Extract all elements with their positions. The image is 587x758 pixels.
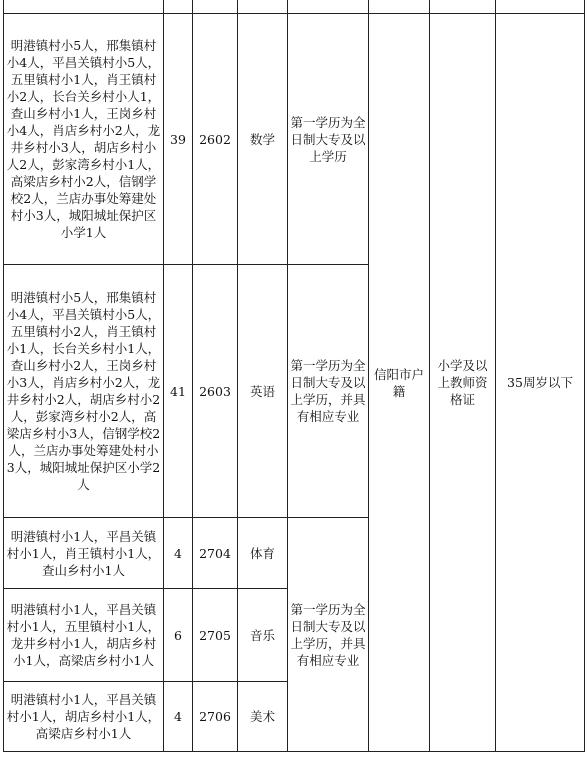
table-row <box>4 14 585 265</box>
code-cell: 2704 <box>193 518 238 589</box>
household-cell: 信阳市户籍 <box>369 14 430 752</box>
subject-cell: 数学 <box>238 14 288 265</box>
code-cell: 2603 <box>193 265 238 518</box>
age-cell: 35周岁以下 <box>496 14 585 752</box>
education-cell: 第一学历为全日制大专及以上学历，并具有相应专业 <box>288 518 369 752</box>
certificate-cell: 小学及以上教师资格证 <box>430 14 496 752</box>
count-cell: 39 <box>164 14 193 265</box>
subject-cell: 英语 <box>238 265 288 518</box>
count-cell: 6 <box>164 589 193 682</box>
location-cell: 明港镇村小5人，邢集镇村小4人，平昌关镇村小5人，五里镇村小1人，肖王镇村小2人，长台关乡村小人1，查山乡村小1人，王岗乡村小4人，肖店乡村小2人，龙井乡村小3人，胡店乡村小人2人，彭家湾乡村小1人，高梁店乡村小2人，信钢学校2人，兰店办事处筹建处村小3人，城阳城址保护区小学1人 <box>4 14 164 265</box>
code-cell: 2602 <box>193 14 238 265</box>
subject-cell: 音乐 <box>238 589 288 682</box>
code-cell: 2706 <box>193 682 238 752</box>
table-row-cut-header <box>4 0 585 14</box>
location-cell: 明港镇村小5人，邢集镇村小4人，平昌关镇村小5人，五里镇村小2人，肖王镇村小1人，长台关乡村小1人，查山乡村小2人，王岗乡村小3人，肖店乡村小2人，龙井乡村小2人，胡店乡村小2人，彭家湾乡村小2人，高梁店乡村小3人，信钢学校2人，兰店办事处筹建处村小3人，城阳城址保护区小学2人 <box>4 265 164 518</box>
education-cell: 第一学历为全日制大专及以上学历，并具有相应专业 <box>288 265 369 518</box>
location-cell: 明港镇村小1人，平昌关镇村小1人，肖王镇村小1人，查山乡村小1人 <box>4 518 164 589</box>
count-cell: 4 <box>164 518 193 589</box>
code-cell: 2705 <box>193 589 238 682</box>
subject-cell: 体育 <box>238 518 288 589</box>
location-cell: 明港镇村小1人，平昌关镇村小1人，五里镇村小1人，龙井乡村小1人，胡店乡村小1人，高梁店乡村小1人 <box>4 589 164 682</box>
subject-cell: 美术 <box>238 682 288 752</box>
education-cell: 第一学历为全日制大专及以上学历 <box>288 14 369 265</box>
location-cell: 明港镇村小1人，平昌关镇村小1人，胡店乡村小1人，高梁店乡村小1人 <box>4 682 164 752</box>
count-cell: 41 <box>164 265 193 518</box>
count-cell: 4 <box>164 682 193 752</box>
recruitment-table <box>3 0 585 752</box>
